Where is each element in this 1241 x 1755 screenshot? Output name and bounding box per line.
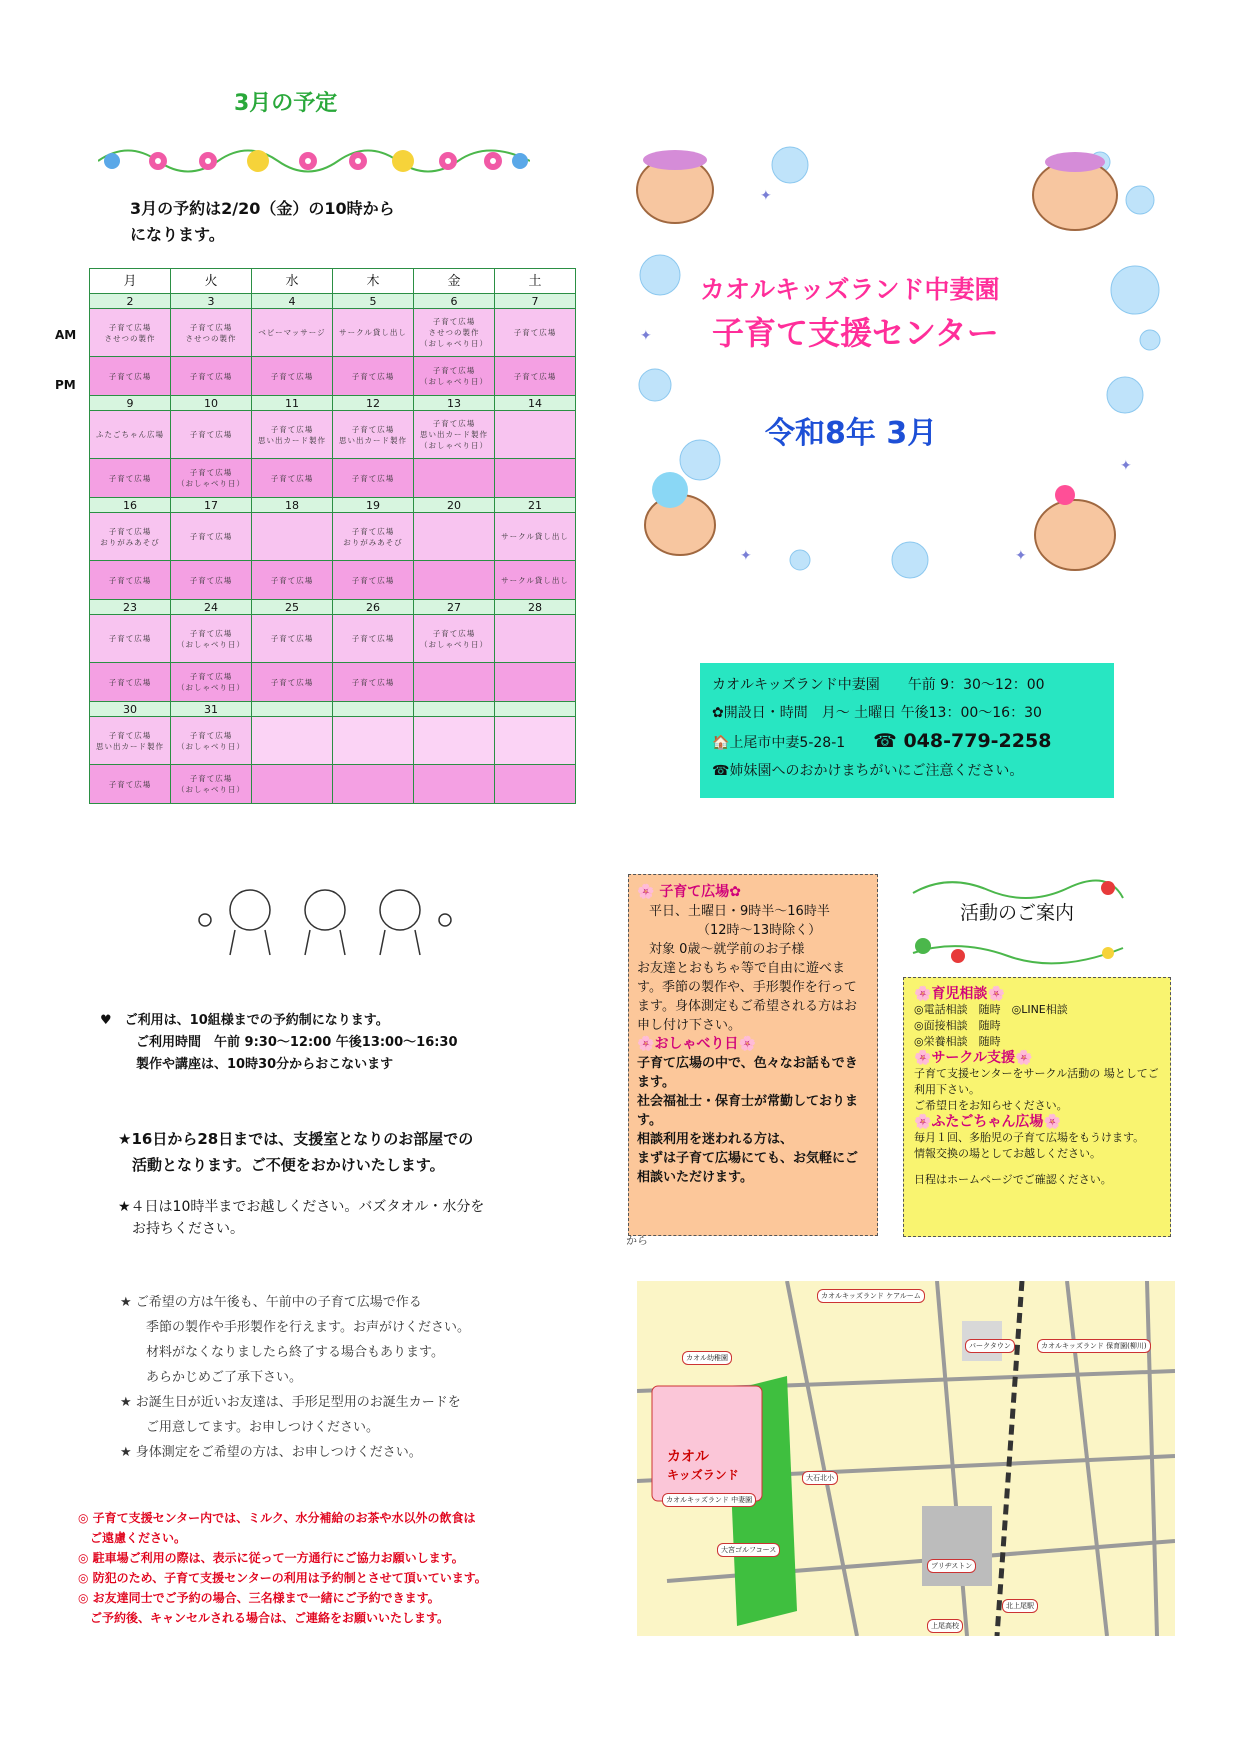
schedule-entry: 子育て広場 (513, 371, 557, 381)
schedule-entry: （おしゃべり日） (177, 785, 245, 794)
map-label: カオル幼稚園 (682, 1351, 732, 1365)
am-row (90, 513, 576, 561)
schedule-entry: 子育て広場 (108, 371, 152, 381)
pm-row (90, 765, 576, 804)
date-cell (252, 702, 333, 717)
am-row (90, 309, 576, 357)
schedule-cell[interactable] (414, 459, 495, 498)
schedule-entry: 子育て広場 (351, 677, 395, 687)
schedule-entry: 子育て広場 (351, 575, 395, 585)
map-label: 大石北小 (802, 1471, 838, 1485)
pm-row (90, 561, 576, 600)
schedule-entry: （おしゃべり日） (177, 479, 245, 488)
date-cell: 19 (333, 498, 414, 513)
pm-row (90, 357, 576, 396)
schedule-entry: 思い出カード製作 (258, 435, 326, 445)
schedule-cell[interactable] (90, 459, 171, 498)
schedule-entry: （おしゃべり日） (177, 639, 245, 649)
schedule-entry: 子育て広場 (432, 419, 476, 428)
date-cell: 18 (252, 498, 333, 513)
schedule-entry: 子育て広場 (108, 634, 152, 643)
schedule-cell[interactable] (171, 717, 252, 765)
schedule-entry: 子育て広場 (108, 677, 152, 687)
schedule-entry: 子育て広場 (270, 424, 314, 434)
schedule-entry: 子育て広場 (432, 628, 476, 638)
date-cell: 23 (90, 600, 171, 615)
svg-text:✦: ✦ (1015, 548, 1027, 564)
am-row (90, 717, 576, 765)
schedule-cell[interactable] (252, 309, 333, 357)
map-label: カオルキッズランド 中妻園 (662, 1493, 756, 1507)
map-logo-2: キッズランド (667, 1468, 739, 1482)
red-notes: ◎ 子育て支援センター内では、ミルク、水分補給のお茶や水以外の飲食は ご遠慮ください。 ◎ 駐車場ご利用の際は、表示に従って一方通行にご協力お願いします。 ◎ 防犯のため、子育て支援センターの利用は予約制とさせて頂いています。 ◎ お友達同士でご予約の場合、三名様まで一緒にご予約できます。 ご予約後、キャンセルされる場合は、ご連絡をお願いいたします。 (78, 1511, 487, 1625)
map-roads (637, 1281, 1175, 1636)
schedule-cell[interactable] (171, 357, 252, 396)
schedule-cell[interactable] (495, 615, 576, 663)
date-cell: 9 (90, 396, 171, 411)
date-row (90, 294, 576, 309)
schedule-entry: 子育て広場 (432, 317, 476, 326)
schedule-cell[interactable] (90, 717, 171, 765)
schedule-cell[interactable] (414, 663, 495, 702)
schedule-cell[interactable] (171, 765, 252, 804)
schedule-entry: 子育て広場 (270, 634, 314, 643)
schedule-entry: 子育て広場 (189, 371, 233, 381)
access-map (637, 1281, 1175, 1636)
info-warning: ☎姉妹園へのおかけまちがいにご注意ください。 (712, 763, 1024, 779)
date-row (90, 702, 576, 717)
date-cell: 24 (171, 600, 252, 615)
schedule-entry: 子育て広場 (270, 473, 314, 483)
date-cell: 4 (252, 294, 333, 309)
schedule-cell[interactable] (333, 411, 414, 459)
schedule-cell[interactable] (414, 765, 495, 804)
schedule-cell[interactable] (414, 717, 495, 765)
play-area-box: 🌸 子育て広場✿ 平日、土曜日・9時半～16時半 （12時～13時除く） 対象 0歳～就学前のお子様 お友達とおもちゃ等で自由に遊べます。季節の製作や、手形製作を行ってます。身体測定もご希望される方はお申し付け下さい。 🌸おしゃべり日🌸 子育て広場の中で、色々なお話もできます。 社会福祉士・保育士が常勤しております。 相談利用を迷われる方は、 まずは子育て広場にても、お気軽にご相談いただけます。 (628, 874, 878, 1236)
schedule-cell[interactable] (90, 663, 171, 702)
schedule-cell[interactable] (90, 615, 171, 663)
schedule-entry: 子育て広場 (270, 575, 314, 585)
schedule-cell[interactable] (171, 309, 252, 357)
schedule-cell[interactable] (252, 615, 333, 663)
schedule-cell[interactable] (333, 561, 414, 600)
weekday-cell: 木 (333, 269, 414, 294)
svg-text:✦: ✦ (740, 548, 752, 564)
calendar-weekday-row (90, 269, 576, 294)
schedule-entry: 子育て広場 (189, 730, 233, 740)
schedule-cell[interactable] (171, 411, 252, 459)
room-change-notice: ★16日から28日までは、支援室となりのお部屋での 活動となります。ご不便をおかけいたします。 (118, 1130, 474, 1174)
schedule-entry: おりがみあそび (343, 537, 403, 547)
date-cell (495, 702, 576, 717)
schedule-entry: 子育て広場 (189, 628, 233, 638)
schedule-cell[interactable] (333, 663, 414, 702)
house-icon: 🏠 (712, 735, 730, 751)
date-cell: 5 (333, 294, 414, 309)
schedule-cell[interactable] (495, 513, 576, 561)
schedule-cell[interactable] (90, 513, 171, 561)
am-row (90, 411, 576, 459)
schedule-cell[interactable] (414, 411, 495, 459)
weekday-cell: 金 (414, 269, 495, 294)
flower-border (98, 140, 530, 182)
schedule-cell[interactable] (333, 513, 414, 561)
hero-frame (620, 140, 1168, 580)
schedule-entry: 思い出カード製作 (339, 435, 407, 445)
schedule-entry: 子育て広場 (108, 575, 152, 585)
date-cell: 14 (495, 396, 576, 411)
schedule-entry: サークル貸し出し (501, 532, 569, 541)
map-logo-1: カオル (667, 1449, 709, 1465)
map-label: カオルキッズランド ケアルーム (817, 1289, 925, 1303)
date-cell: 17 (171, 498, 252, 513)
schedule-cell[interactable] (495, 561, 576, 600)
date-cell: 11 (252, 396, 333, 411)
schedule-cell[interactable] (252, 357, 333, 396)
schedule-cell[interactable] (333, 615, 414, 663)
hero-date: 令和8年 3月 (765, 416, 938, 451)
schedule-entry: 子育て広場 (189, 468, 233, 477)
schedule-cell[interactable] (171, 561, 252, 600)
weekday-cell: 火 (171, 269, 252, 294)
map-label: 大宮ゴルフコース (717, 1543, 780, 1557)
schedule-cell[interactable] (333, 357, 414, 396)
kids-illustration (190, 880, 460, 960)
circle-heading: 🌸サークル支援🌸 (914, 1050, 1033, 1066)
schedule-entry: （おしゃべり日） (420, 377, 488, 386)
schedule-cell[interactable] (495, 309, 576, 357)
schedule-entry: （おしゃべり日） (177, 741, 245, 751)
schedule-entry: 子育て広場 (189, 322, 233, 332)
schedule-cell[interactable] (90, 411, 171, 459)
schedule-entry: 子育て広場 (432, 366, 476, 375)
schedule-entry: サークル貸し出し (501, 575, 569, 585)
schedule-entry: 子育て広場 (351, 473, 395, 483)
schedule-entry: 子育て広場 (351, 526, 395, 536)
schedule-cell[interactable] (171, 615, 252, 663)
svg-text:✦: ✦ (760, 188, 772, 204)
usage-notes: ♥ ご利用は、10組様までの予約制になります。 ご利用時間 午前 9:30～12:00 午後13:00～16:30 製作や講座は、10時30分からおこないます (100, 1013, 458, 1072)
schedule-entry: （おしゃべり日） (177, 683, 245, 692)
date-cell: 25 (252, 600, 333, 615)
schedule-cell[interactable] (90, 309, 171, 357)
schedule-entry: 子育て広場 (351, 634, 395, 643)
schedule-cell[interactable] (495, 663, 576, 702)
date-cell: 16 (90, 498, 171, 513)
schedule-entry: ベビーマッサージ (258, 328, 326, 337)
date-cell: 12 (333, 396, 414, 411)
date-cell: 28 (495, 600, 576, 615)
schedule-cell[interactable] (90, 357, 171, 396)
pm-label: PM (55, 378, 76, 392)
schedule-entry: 子育て広場 (351, 424, 395, 434)
schedule-entry: 子育て広場 (189, 532, 233, 541)
schedule-entry: 子育て広場 (189, 774, 233, 783)
schedule-entry: 子育て広場 (351, 371, 395, 381)
map-label: パークタウン (965, 1339, 1015, 1353)
schedule-cell[interactable] (171, 459, 252, 498)
schedule-cell[interactable] (171, 663, 252, 702)
date-cell: 10 (171, 396, 252, 411)
activity-banner (908, 868, 1128, 968)
date-row (90, 396, 576, 411)
schedule-entry: 子育て広場 (270, 677, 314, 687)
schedule-entry: 子育て広場 (513, 328, 557, 337)
schedule-entry: 子育て広場 (108, 526, 152, 536)
schedule-cell[interactable] (90, 561, 171, 600)
chat-day-heading: 🌸おしゃべり日🌸 (637, 1036, 756, 1052)
hero-title-1: カオルキッズランド中妻園 (700, 275, 1000, 304)
schedule-entry: 子育て広場 (108, 322, 152, 332)
calendar-table (89, 268, 576, 804)
phone-number[interactable]: ☎ 048-779-2258 (873, 730, 1052, 752)
map-label: 北上尾駅 (1002, 1599, 1038, 1613)
date-cell: 26 (333, 600, 414, 615)
schedule-entry: 子育て広場 (108, 473, 152, 483)
info-line-2: ✿開設日・時間 月～ 土曜日 午後13：00～16：30 (712, 705, 1042, 721)
map-label: ブリヂストン (927, 1559, 976, 1573)
pm-row (90, 459, 576, 498)
date-row (90, 600, 576, 615)
schedule-entry: おりがみあそび (100, 537, 160, 547)
reservation-notice: 3月の予約は2/20（金）の10時から になります。 (130, 199, 395, 244)
info-box (700, 663, 1114, 798)
am-label: AM (55, 328, 77, 342)
map-label: 上尾高校 (927, 1619, 963, 1633)
schedule-cell[interactable] (333, 459, 414, 498)
date-row (90, 498, 576, 513)
consult-heading: 🌸育児相談🌸 (914, 986, 1005, 1002)
am-row (90, 615, 576, 663)
schedule-cell[interactable] (414, 561, 495, 600)
schedule-entry: 子育て広場 (189, 575, 233, 585)
weekday-cell: 水 (252, 269, 333, 294)
twins-heading: 🌸ふたごちゃん広場🌸 (914, 1114, 1061, 1130)
schedule-entry: 子育て広場 (108, 730, 152, 740)
schedule-cell[interactable] (495, 357, 576, 396)
schedule-cell[interactable] (333, 717, 414, 765)
schedule-entry: させつの製作 (104, 333, 156, 343)
schedule-entry: 子育て広場 (189, 430, 233, 439)
schedule-entry: させつの製作 (428, 328, 480, 337)
schedule-cell[interactable] (171, 513, 252, 561)
info-line-1: カオルキッズランド中妻園 午前 9：30～12：00 (712, 677, 1045, 693)
schedule-entry: サークル貸し出し (339, 328, 407, 337)
schedule-cell[interactable] (414, 309, 495, 357)
date-cell: 20 (414, 498, 495, 513)
schedule-entry: 子育て広場 (108, 779, 152, 789)
map-label: カオルキッズランド 保育園(柳川) (1037, 1339, 1151, 1353)
date-cell: 13 (414, 396, 495, 411)
date-cell (414, 702, 495, 717)
schedule-entry: （おしゃべり日） (420, 639, 488, 649)
schedule-entry: ふたごちゃん広場 (96, 430, 164, 439)
hero-title-2: 子育て支援センター (712, 314, 999, 352)
schedule-entry: （おしゃべり日） (420, 339, 488, 348)
date-cell: 21 (495, 498, 576, 513)
date-cell: 3 (171, 294, 252, 309)
schedule-cell[interactable] (414, 615, 495, 663)
date-cell: 6 (414, 294, 495, 309)
svg-text:✦: ✦ (640, 328, 652, 344)
weekday-cell: 月 (90, 269, 171, 294)
schedule-cell[interactable] (252, 561, 333, 600)
date-cell: 30 (90, 702, 171, 717)
schedule-entry: （おしゃべり日） (420, 441, 488, 450)
schedule-entry: 思い出カード製作 (96, 741, 164, 751)
schedule-entry: させつの製作 (185, 333, 237, 343)
schedule-entry: 子育て広場 (189, 672, 233, 681)
schedule-cell[interactable] (252, 765, 333, 804)
weekday-cell: 土 (495, 269, 576, 294)
schedule-cell[interactable] (90, 765, 171, 804)
date-cell: 7 (495, 294, 576, 309)
schedule-cell[interactable] (252, 717, 333, 765)
day4-notice: ★４日は10時半までお越しください。バズタオル・水分を お持ちください。 (118, 1199, 485, 1237)
schedule-cell[interactable] (495, 459, 576, 498)
schedule-cell[interactable] (333, 765, 414, 804)
schedule-cell[interactable] (414, 357, 495, 396)
pm-row (90, 663, 576, 702)
schedule-cell[interactable] (252, 513, 333, 561)
schedule-cell[interactable] (252, 459, 333, 498)
date-cell: 27 (414, 600, 495, 615)
schedule-cell[interactable] (495, 411, 576, 459)
play-area-heading: 🌸 子育て広場✿ (637, 884, 742, 900)
date-cell: 2 (90, 294, 171, 309)
schedule-cell[interactable] (414, 513, 495, 561)
additional-notes: ★ ご希望の方は午後も、午前中の子育て広場で作る 季節の製作や手形製作を行えます。お声がけください。 材料がなくなりましたら終了する場合もあります。 あらかじめご了承下さい。 ★ お誕生日が近いお友達は、手形足型用のお誕生カードを ご用意してます。お申しつけください。 ★ 身体測定をご希望の方は、お申しつけください。 (120, 1295, 470, 1460)
page-title: 3月の予定 (234, 91, 338, 116)
stray-text: から (626, 1234, 648, 1247)
svg-text:✦: ✦ (1120, 458, 1132, 474)
schedule-cell[interactable] (252, 663, 333, 702)
info-line-3: 🏠上尾市中妻5-28-1 ☎ 048-779-2258 (712, 730, 1052, 752)
schedule-entry: 子育て広場 (270, 371, 314, 381)
date-cell (333, 702, 414, 717)
schedule-cell[interactable] (495, 717, 576, 765)
date-cell: 31 (171, 702, 252, 717)
schedule-cell[interactable] (495, 765, 576, 804)
activity-title: 活動のご案内 (960, 902, 1075, 924)
schedule-cell[interactable] (252, 411, 333, 459)
schedule-entry: 思い出カード製作 (420, 430, 488, 439)
schedule-cell[interactable] (333, 309, 414, 357)
consultation-box: 🌸育児相談🌸 ◎電話相談 随時 ◎LINE相談 ◎面接相談 随時 ◎栄養相談 随時 🌸サークル支援🌸 子育て支援センターをサークル活動の 場としてご利用下さい。 ご希望日をお知らせください。 🌸ふたごちゃん広場🌸 毎月１回、多胎児の子育て広場をもうけます。 情報交換の場としてお越しください。 日程はホームページでご確認ください。 (903, 977, 1171, 1237)
